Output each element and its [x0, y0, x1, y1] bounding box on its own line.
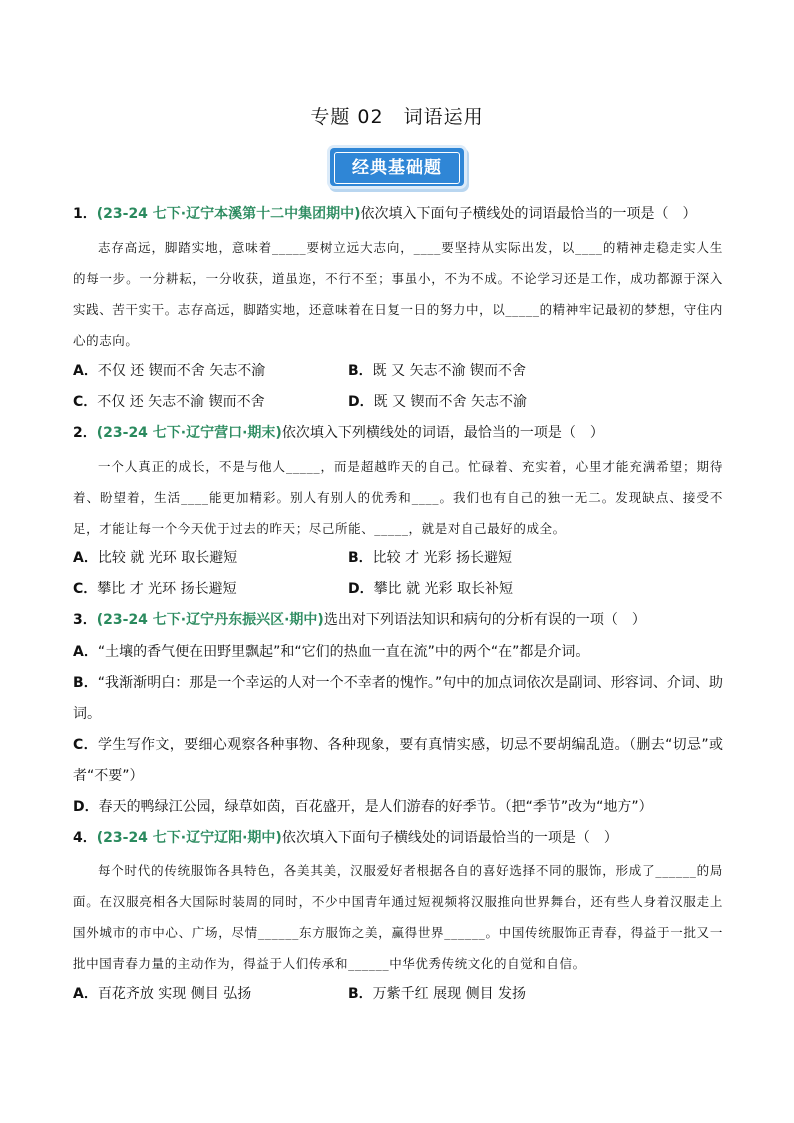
question-text: 依次填入下面句子横线处的词语最恰当的一项是（ ） — [281, 830, 618, 846]
question-source: (23-24 七下·辽宁辽阳·期中) — [96, 830, 282, 846]
section-badge-label: 经典基础题 — [334, 152, 460, 184]
question-text: 选出对下列语法知识和病句的分析有误的一项（ ） — [323, 612, 646, 628]
question-1-option-d: D．既 又 锲而不舍 矢志不渝 — [348, 394, 527, 410]
question-number: 1． — [73, 206, 97, 222]
question-number: 2． — [73, 425, 97, 441]
question-1-passage: 志存高远，脚踏实地，意味着_____要树立远大志向，____要坚持从实际出发，以____的精神走稳走实人生的每一步。一分耕耘，一分收获，道虽迩，不行不至；事虽小，不为不成。不论学习还是工作，成功都源于深入实践、苦干实干。志存高远，脚踏实地，还意味着在日复一日的努力中，以_____的精神牢记最初的梦想，守住内心的志向。 — [73, 240, 723, 348]
question-2-option-d: D．攀比 就 光彩 取长补短 — [348, 581, 513, 597]
question-source: (23-24 七下·辽宁本溪第十二中集团期中) — [96, 206, 361, 222]
question-number: 4． — [73, 830, 97, 846]
question-source: (23-24 七下·辽宁营口·期末) — [96, 425, 282, 441]
question-source: (23-24 七下·辽宁丹东振兴区·期中) — [96, 612, 324, 628]
question-text: 依次填入下列横线处的词语，最恰当的一项是（ ） — [281, 425, 604, 441]
question-4-option-a: A．百花齐放 实现 侧目 弘扬 — [73, 986, 252, 1002]
question-2-option-b: B．比较 才 光彩 扬长避短 — [348, 550, 513, 566]
question-2-stem — [73, 423, 723, 443]
page-title: 专题 02 词语运用 — [310, 106, 484, 128]
question-1-stem — [73, 204, 723, 224]
question-2-passage: 一个人真正的成长，不是与他人_____，而是超越昨天的自己。忙碌着、充实着，心里才能充满希望；期待着、盼望着，生活____能更加精彩。别人有别人的优秀和____。我们也有自己的独一无二。发现缺点、接受不足，才能让每一个今天优于过去的昨天；尽己所能、_____，就是对自己最好的成全。 — [73, 459, 723, 536]
question-4-passage: 每个时代的传统服饰各具特色，各美其美，汉服爱好者根据各自的喜好选择不同的服饰，形成了______的局面。在汉服亮相各大国际时装周的同时，不少中国青年通过短视频将汉服推向世界舞台，还有些人身着汉服走上国外城市的市中心、广场，尽情______东方服饰之美，赢得世界______。中国传统服饰正青春，得益于一批又一批中国青春力量的主动作为，得益于人们传承和______中华优秀传统文化的自觉和自信。 — [73, 863, 723, 971]
question-2-option-c: C．攀比 才 光环 扬长避短 — [73, 581, 237, 597]
question-1-option-b: B．既 又 矢志不渝 锲而不舍 — [348, 363, 527, 379]
question-text: 依次填入下面句子横线处的词语最恰当的一项是（ ） — [360, 206, 697, 222]
question-4-stem — [73, 828, 723, 848]
question-3-option-b: B．“我渐渐明白：那是一个幸运的人对一个不幸者的愧怍。”句中的加点词依次是副词、形容词、介词、助词。 — [73, 675, 723, 722]
question-2-option-a: A．比较 就 光环 取长避短 — [73, 550, 238, 566]
question-3-stem — [73, 610, 723, 630]
question-3-option-d: D．春天的鸭绿江公园，绿草如茵，百花盛开，是人们游春的好季节。（把“季节”改为“地方”） — [73, 799, 653, 815]
question-1-option-a: A．不仅 还 锲而不舍 矢志不渝 — [73, 363, 266, 379]
question-3-option-a: A．“土壤的香气便在田野里飘起”和“它们的热血一直在流”中的两个“在”都是介词。 — [73, 644, 590, 660]
question-number: 3． — [73, 612, 97, 628]
question-1-option-c: C．不仅 还 矢志不渝 锲而不舍 — [73, 394, 265, 410]
question-3-option-c: C．学生写作文，要细心观察各种事物、各种现象，要有真情实感，切忌不要胡编乱造。（删去“切忌”或者“不要”） — [73, 737, 723, 784]
question-4-option-b: B．万紫千红 展现 侧目 发扬 — [348, 986, 527, 1002]
section-badge — [330, 148, 464, 186]
